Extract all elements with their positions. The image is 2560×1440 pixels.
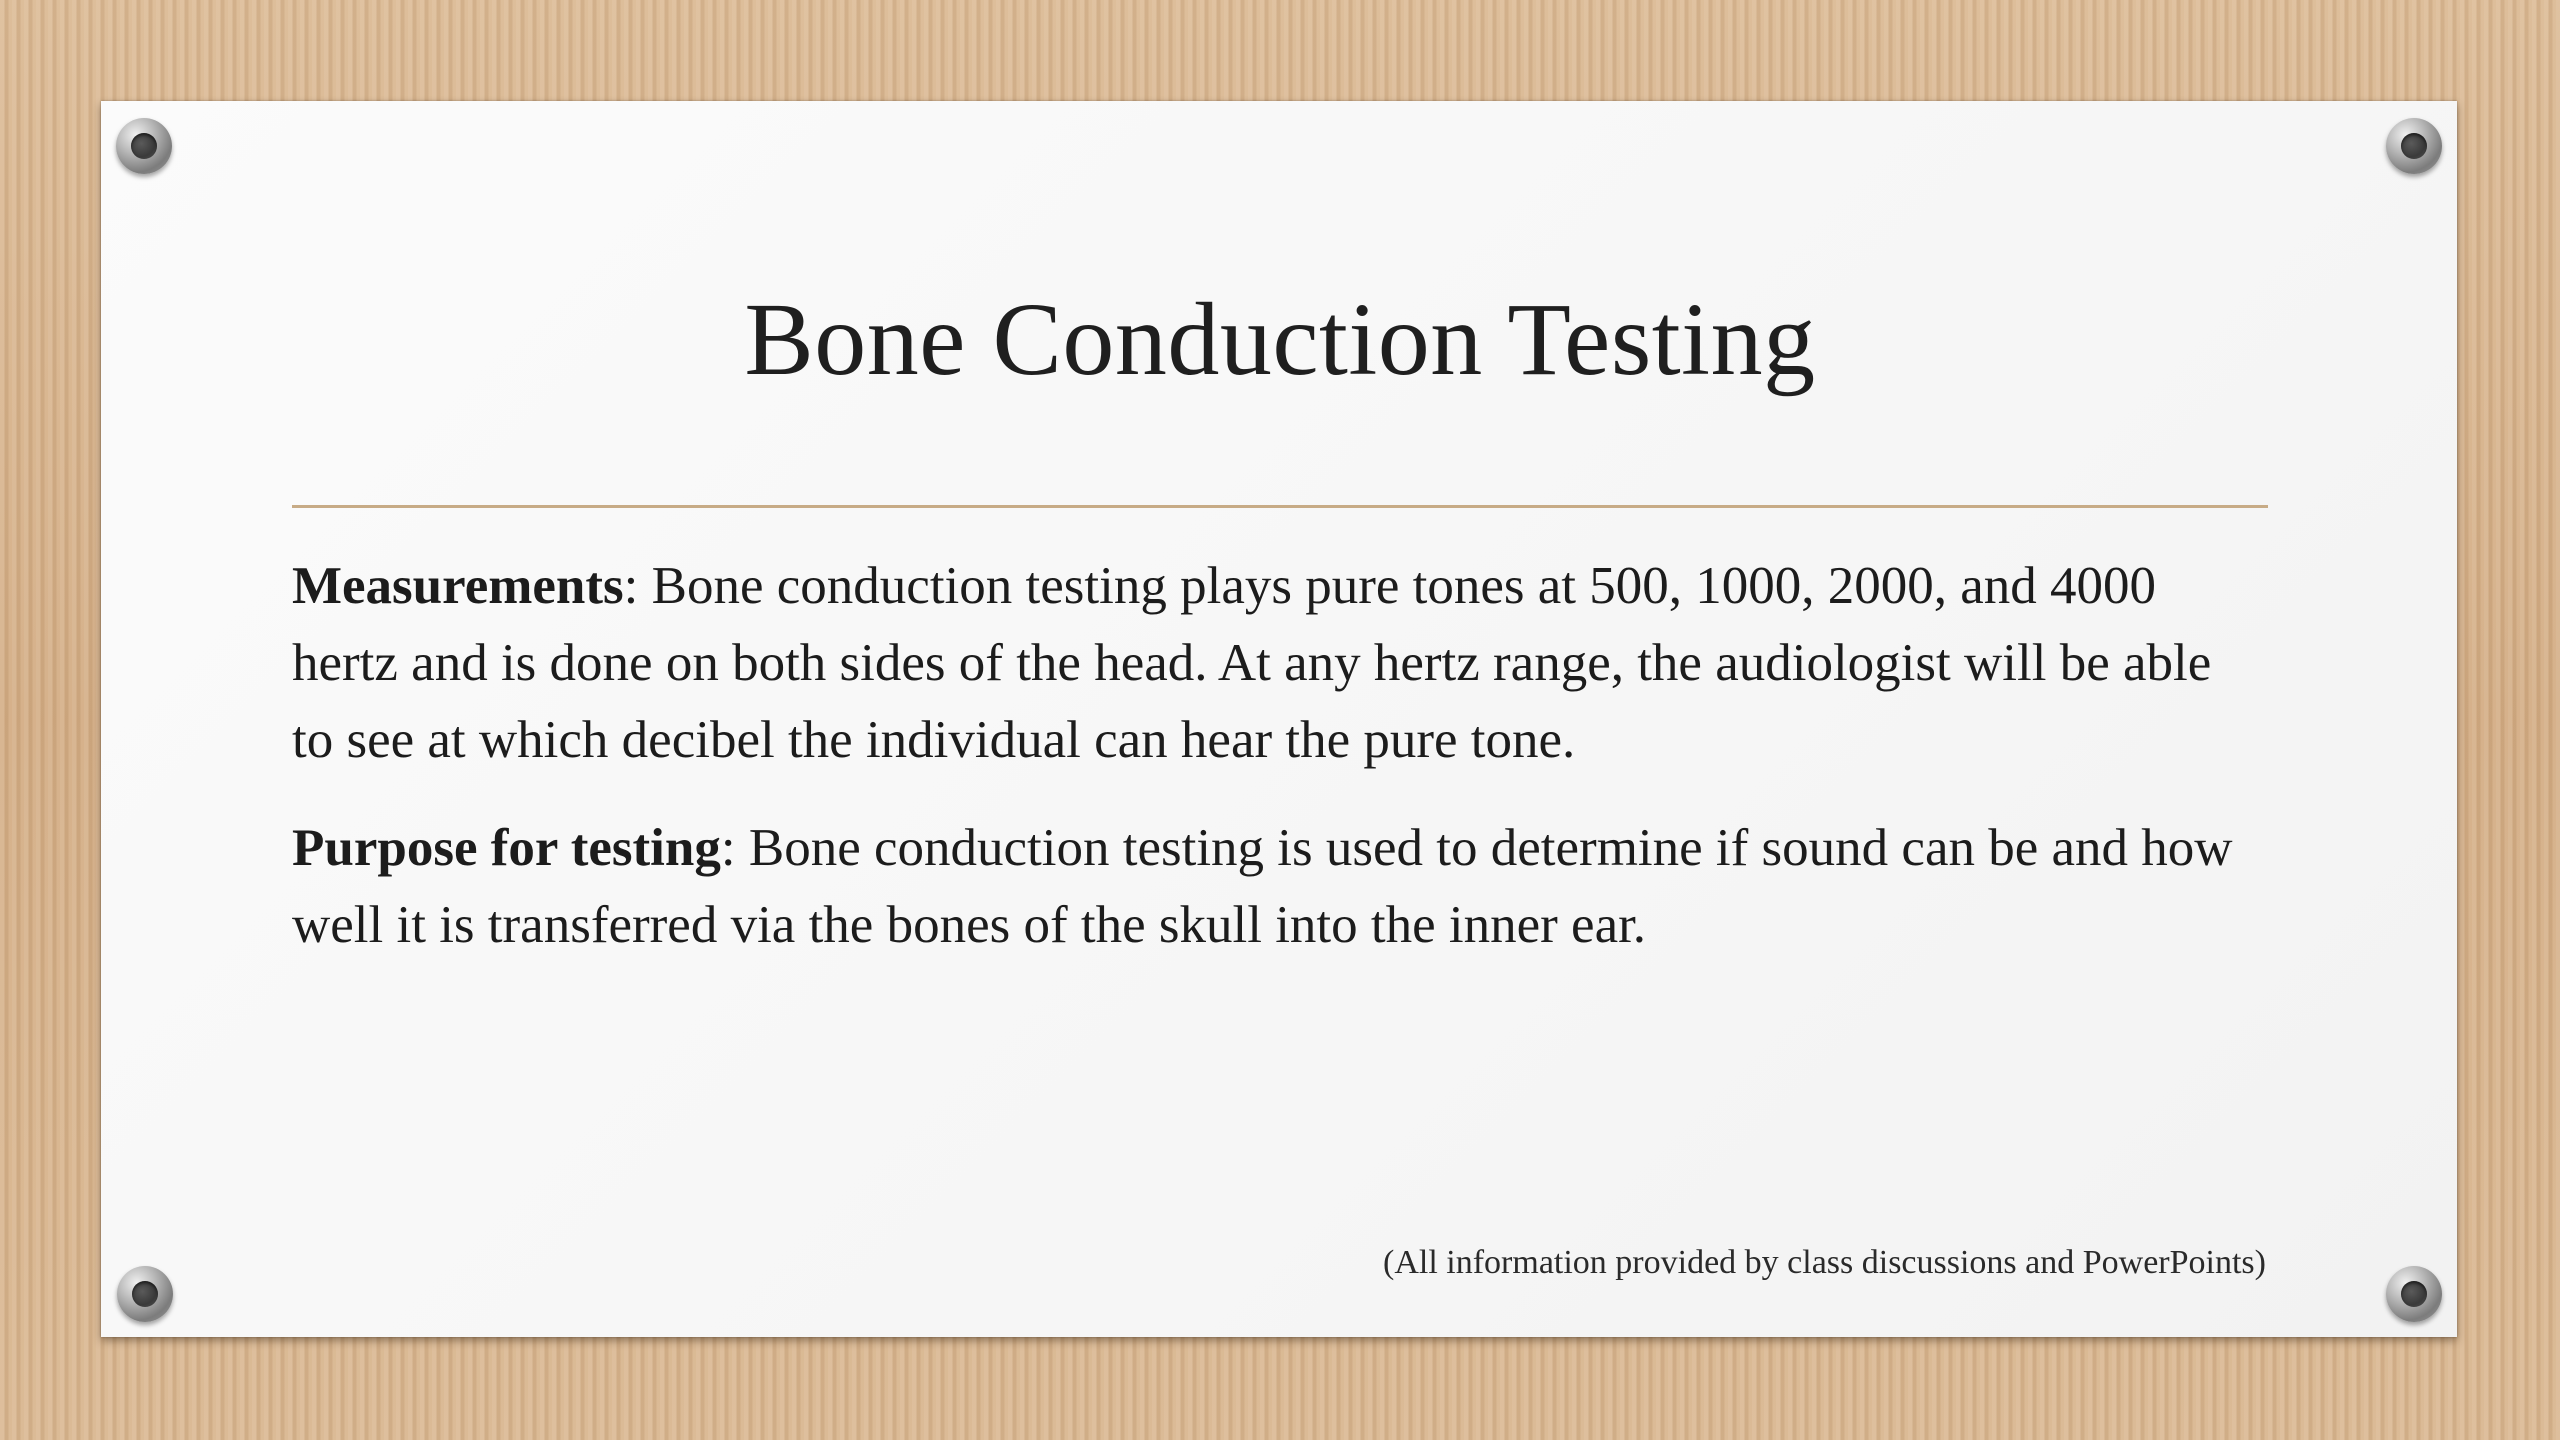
slide-title: Bone Conduction Testing — [744, 282, 1816, 397]
title-divider — [292, 505, 2268, 508]
source-footnote: (All information provided by class discussions and PowerPoints) — [1383, 1244, 2266, 1281]
grommet-icon — [2386, 1266, 2442, 1322]
purpose-paragraph — [292, 810, 2268, 964]
measurements-label: Measurements — [292, 557, 624, 615]
measurements-text: : Bone conduction testing plays pure tones at 500, 1000, 2000, and 4000 hertz and is done on both sides of the head. At any hertz range, the audiologist will be able to see at which decibel the individual can hear the pure tone. — [292, 557, 2212, 769]
purpose-text: : Bone conduction testing is used to determine if sound can be and how well it is transferred via the bones of the skull into the inner ear. — [292, 819, 2233, 954]
grommet-icon — [116, 118, 172, 174]
grommet-icon — [2386, 118, 2442, 174]
measurements-paragraph — [292, 548, 2268, 779]
grommet-icon — [117, 1266, 173, 1322]
purpose-label: Purpose for testing — [292, 819, 721, 877]
slide-body — [292, 548, 2268, 995]
